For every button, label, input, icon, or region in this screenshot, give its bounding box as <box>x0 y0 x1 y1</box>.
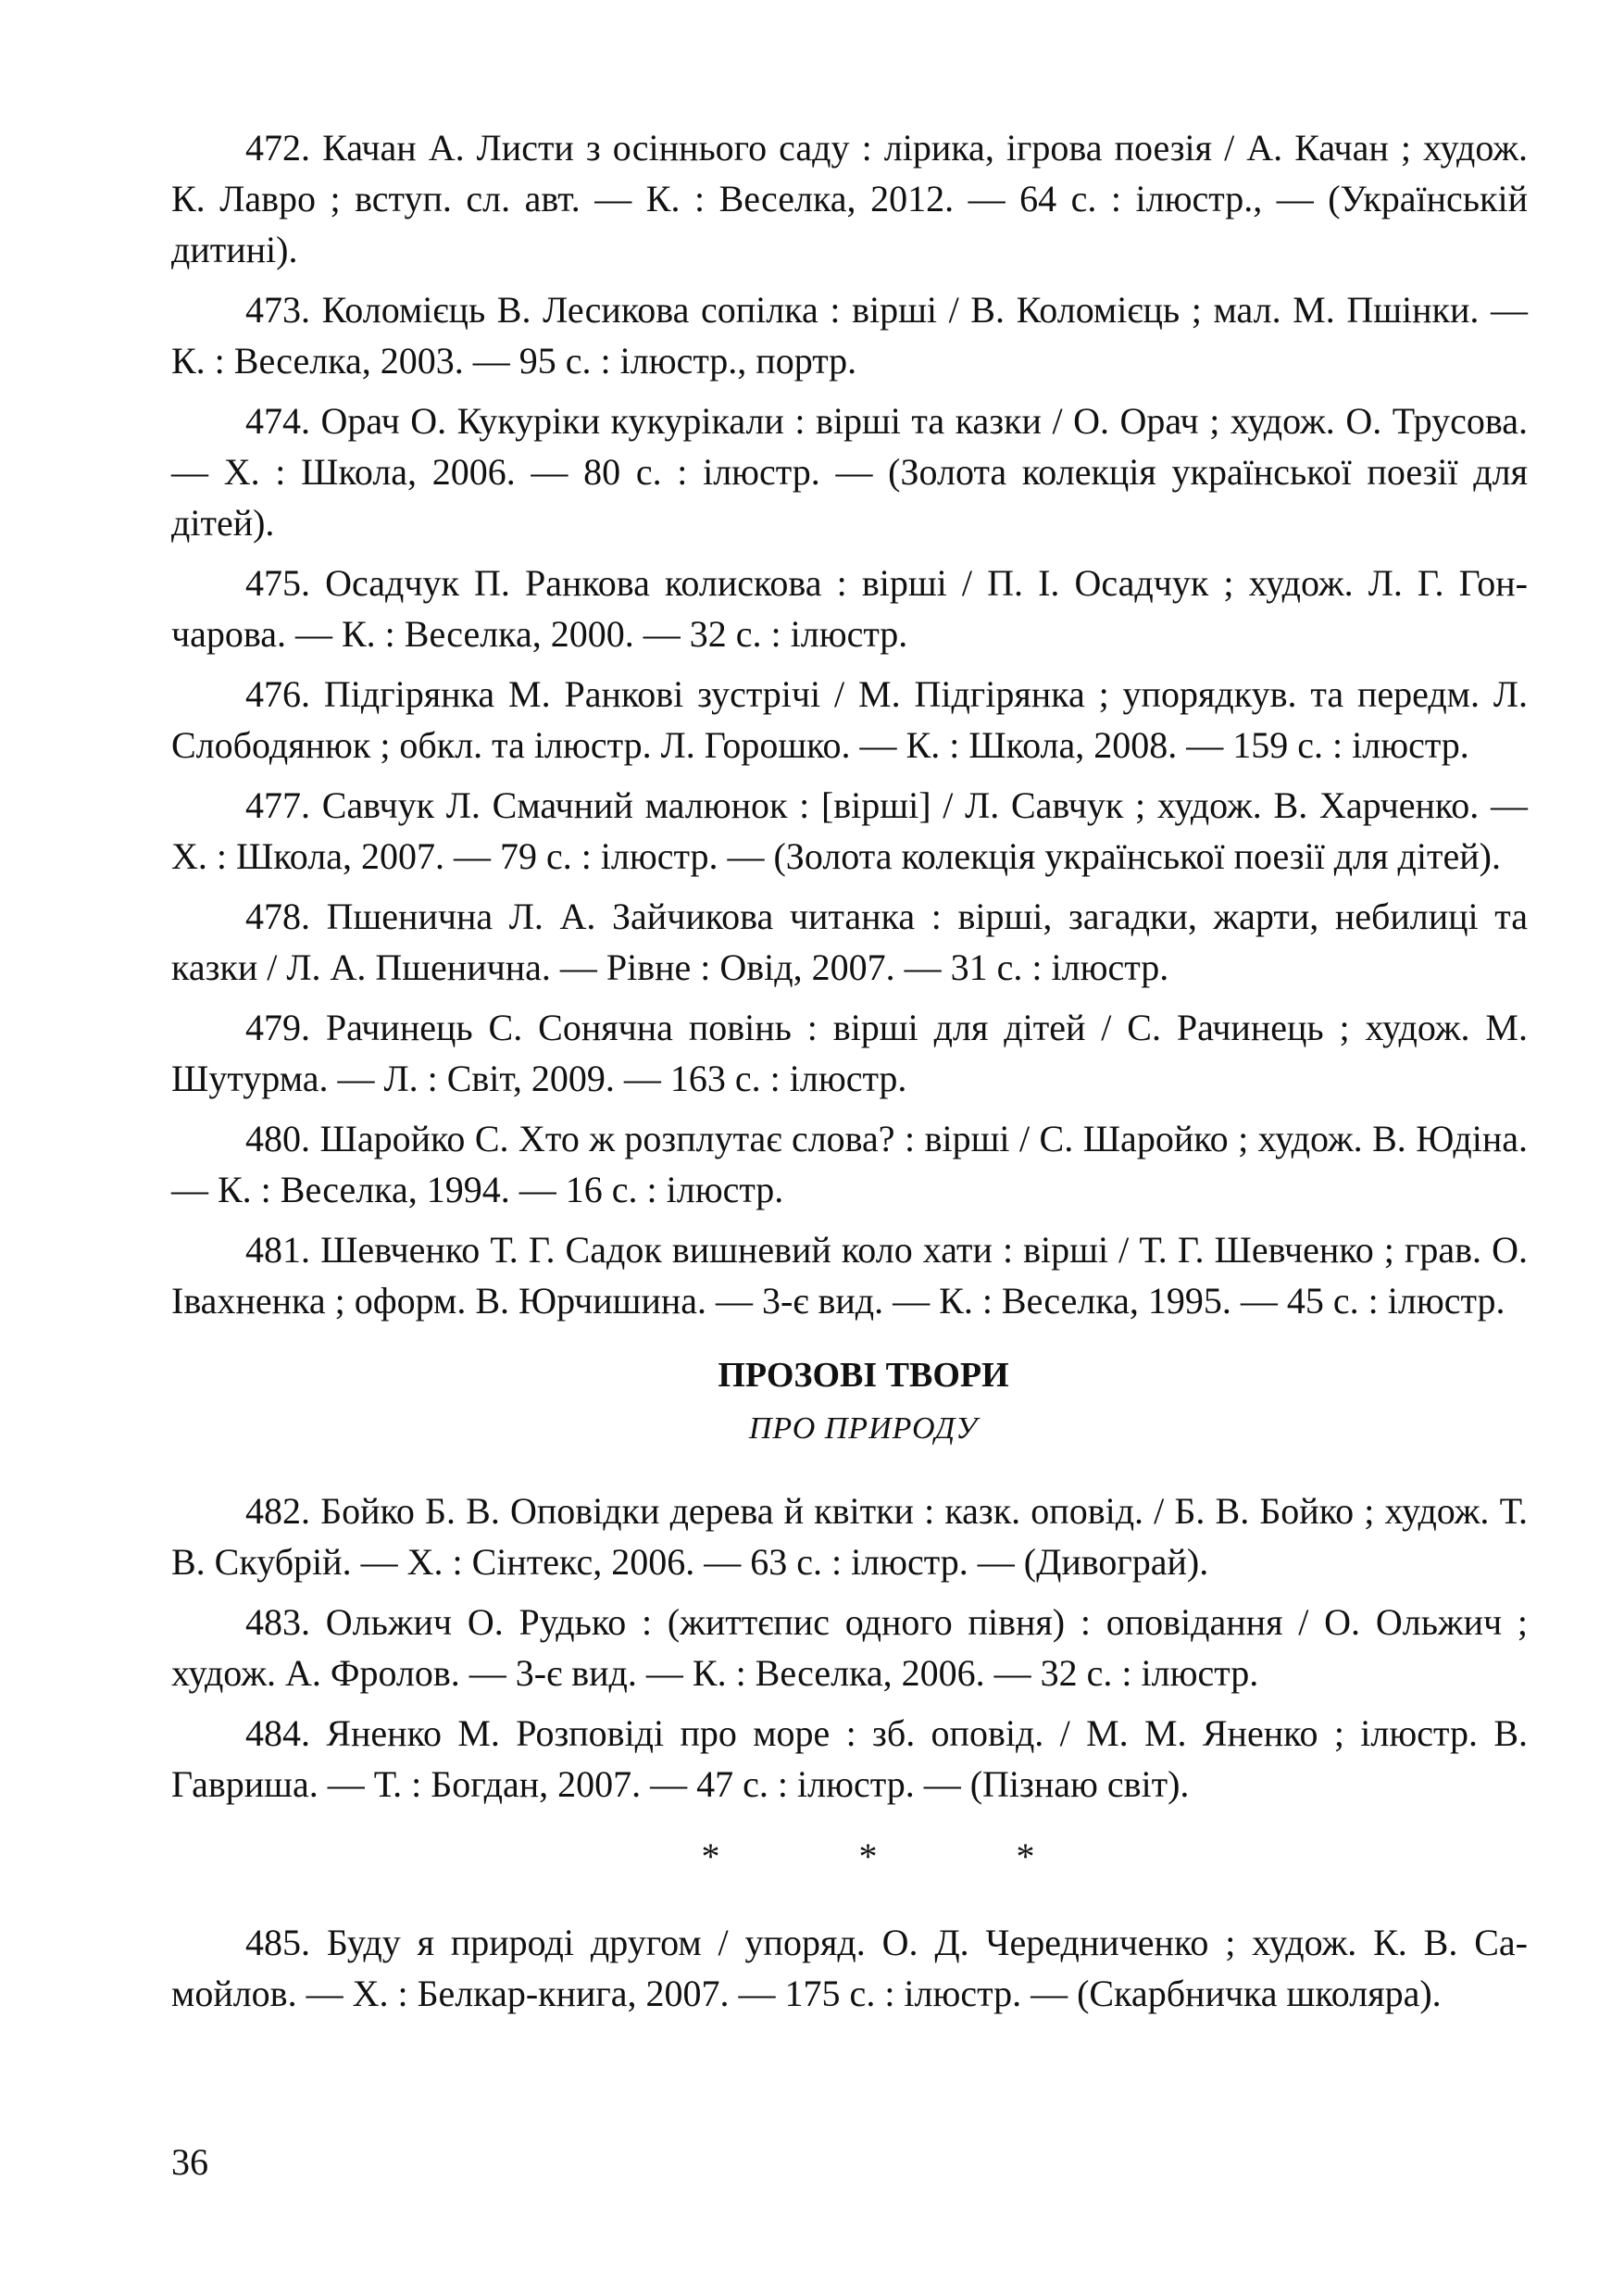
bibliography-entry-480: 480. Шаройко С. Хто ж розплутає слова? : вірші / С. Шаройко ; худож. В. Юдіна. — К. : Веселка, 1994. — 16 с. : ілюстр. <box>171 1118 1528 1210</box>
bibliography-entry-474: 474. Орач О. Кукуріки кукурікали : вірші та казки / О. Орач ; худож. О. Трусова. — Х. : Школа, 2006. — 80 с. : ілюстр. — (Золота колекція української поезії для дітей). <box>171 400 1528 544</box>
bibliography-entry-482: 482. Бойко Б. В. Оповідки дерева й квітки : казк. оповід. / Б. В. Бойко ; худож. Т. В. Скубрій. — Х. : Сінтекс, 2006. — 63 с. : ілюстр. — (Дивограй). <box>171 1490 1528 1583</box>
bibliography-entry-473: 473. Коломієць В. Лесикова сопілка : вірші / В. Коломієць ; мал. М. Пшінки. — К. : Веселка, 2003. — 95 с. : ілюстр., портр. <box>171 289 1528 382</box>
bibliography-entry-476: 476. Підгірянка М. Ранкові зустрічі / М. Підгірянка ; упорядкув. та передм. Л. Слободянюк ; обкл. та ілюстр. Л. Горошко. — К. : Школа, 2008. — 159 с. : ілюстр. <box>171 673 1528 766</box>
bibliography-entry-479: 479. Рачинець С. Сонячна повінь : вірші для дітей / С. Рачинець ; худож. М. Шутурма. — Л. : Світ, 2009. — 163 с. : ілюстр. <box>171 1007 1528 1099</box>
section-title: ПРОЗОВІ ТВОРИ <box>718 1356 1009 1395</box>
bibliography-entry-475: 475. Осадчук П. Ранкова колискова : вірші / П. І. Осадчук ; худож. Л. Г. Гончарова. — К. : Веселка, 2000. — 32 с. : ілюстр. <box>171 562 1528 655</box>
bibliography-entry-477: 477. Савчук Л. Смачний малюнок : [вірші] / Л. Савчук ; худож. В. Харченко. — Х. : Школа, 2007. — 79 с. : ілюстр. — (Золота колекція української поезії для дітей). <box>171 784 1528 877</box>
bibliography-entry-485: 485. Буду я природі другом / упоряд. О. Д. Чередниченко ; худож. К. В. Самойлов. — Х. : Белкар-книга, 2007. — 175 с. : ілюстр. — (Скарбничка школяра). <box>171 1922 1528 2014</box>
bibliography-entry-481: 481. Шевченко Т. Г. Садок вишневий коло хати : вірші / Т. Г. Шевченко ; грав. О. Івахненка ; оформ. В. Юрчишина. — 3-є вид. — К. : Веселка, 1995. — 45 с. : ілюстр. <box>171 1229 1528 1322</box>
bibliography-entry-478: 478. Пшенична Л. А. Зайчикова читанка : вірші, загадки, жарти, небилиці та казки / Л. А. Пшенична. — Рівне : Овід, 2007. — 31 с. : ілюстр. <box>171 896 1528 988</box>
subsection-title: ПРО ПРИРОДУ <box>748 1411 979 1446</box>
asterisk-divider: * * * <box>701 1836 1035 1877</box>
bibliography-entry-484: 484. Яненко М. Розповіді про море : зб. оповід. / М. М. Яненко ; ілюстр. В. Гавриша. — Т. : Богдан, 2007. — 47 с. : ілюстр. — (Пізнаю світ). <box>171 1712 1528 1805</box>
bibliography-entry-483: 483. Ольжич О. Рудько : (життєпис одного півня) : оповідання / О. Ольжич ; худож. А. Фролов. — 3-є вид. — К. : Веселка, 2006. — 32 с. : ілюстр. <box>171 1601 1528 1694</box>
page-number: 36 <box>171 2141 208 2183</box>
bibliography-entry-472: 472. Качан А. Листи з осіннього саду : лірика, ігрова поезія / А. Качан ; худож. К. Лавро ; вступ. сл. авт. — К. : Веселка, 2012. — 64 с. : ілюстр., — (Українській дитині). <box>171 127 1528 270</box>
page-content <box>171 122 1528 2028</box>
